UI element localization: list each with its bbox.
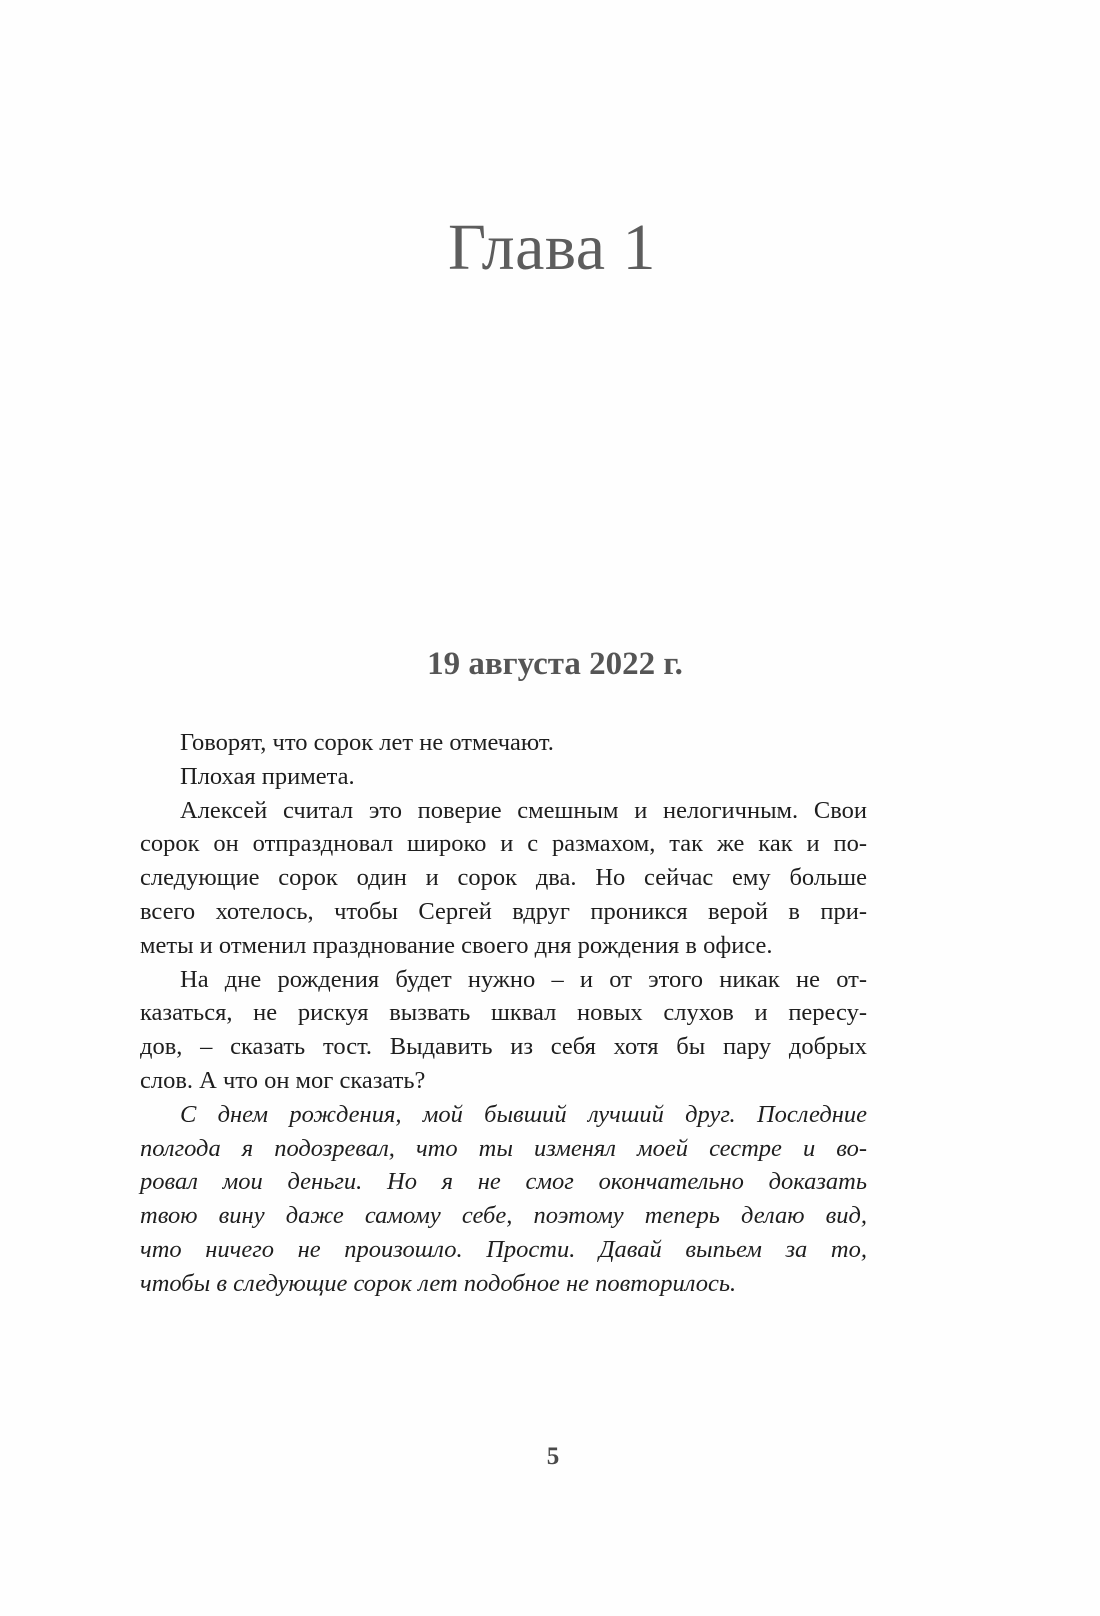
text-line: слов. А что он мог сказать? bbox=[140, 1066, 426, 1094]
italic-text-line: С днем рождения, мой бывший лучший друг. Последние bbox=[180, 1100, 867, 1128]
italic-text-line: твою вину даже самому себе, поэтому теперь делаю вид, bbox=[140, 1202, 867, 1230]
text-line: Плохая примета. bbox=[180, 762, 355, 790]
text-line: казаться, не рискуя вызвать шквал новых слухов и пересу- bbox=[140, 999, 867, 1027]
text-line: Говорят, что сорок лет не отмечают. bbox=[180, 729, 554, 756]
text-line: Алексей считал это поверие смешным и нелогичным. Свои bbox=[180, 796, 867, 824]
italic-text-line: полгода я подозревал, что ты изменял моей сестре и во- bbox=[140, 1134, 867, 1162]
text-line: На дне рождения будет нужно – и от этого никак не от- bbox=[180, 965, 867, 993]
body-text bbox=[140, 726, 867, 1301]
italic-text-line: что ничего не произошло. Прости. Давай выпьем за то, bbox=[140, 1235, 867, 1263]
section-date-heading: 19 августа 2022 г. bbox=[427, 646, 683, 682]
chapter-title: Глава 1 bbox=[447, 211, 656, 284]
text-line: сорок он отпраздновал широко и с размахом, так же как и по- bbox=[140, 830, 867, 858]
text-line: меты и отменил празднование своего дня рождения в офисе. bbox=[140, 931, 773, 959]
text-line: всего хотелось, чтобы Сергей вдруг проникся верой в при- bbox=[140, 897, 867, 925]
italic-text-line: чтобы в следующие сорок лет подобное не повторилось. bbox=[140, 1269, 737, 1297]
italic-text-line: ровал мои деньги. Но я не смог окончательно доказать bbox=[140, 1168, 867, 1196]
text-line: дов, – сказать тост. Выдавить из себя хотя бы пару добрых bbox=[140, 1033, 867, 1061]
page-number: 5 bbox=[546, 1443, 560, 1470]
text-line: следующие сорок один и сорок два. Но сейчас ему больше bbox=[140, 864, 867, 892]
